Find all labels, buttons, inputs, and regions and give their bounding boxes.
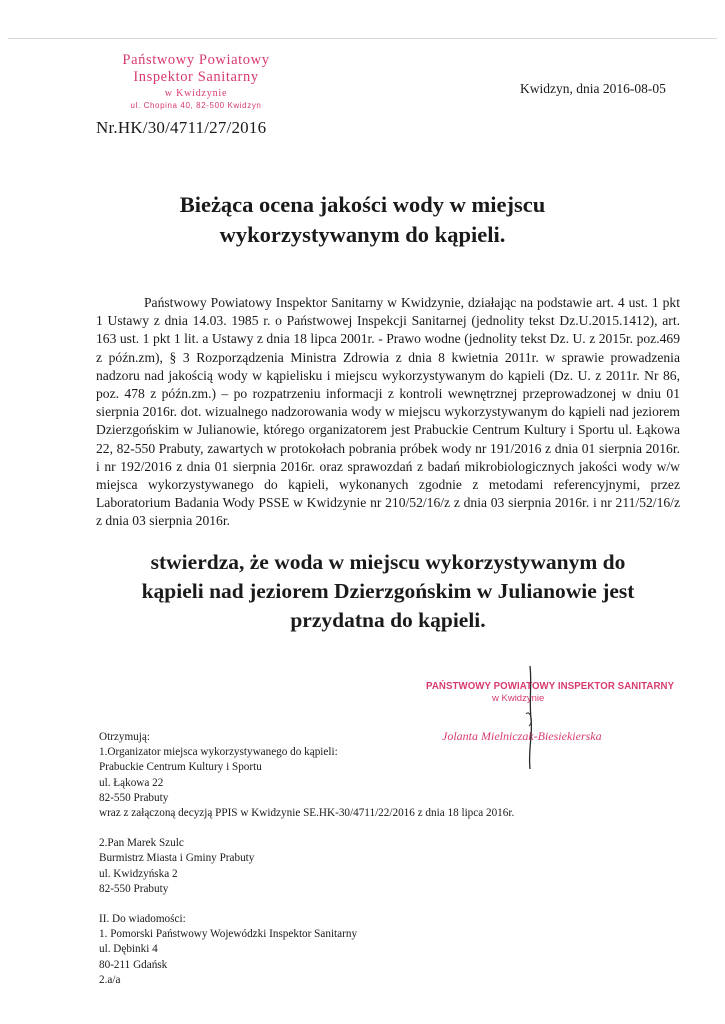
- spacer: [99, 821, 514, 836]
- recipients-heading: Otrzymują:: [99, 731, 150, 743]
- conclusion-line: stwierdza, że woda w miejscu wykorzystywanym do: [150, 550, 626, 574]
- reference-number: Nr.HK/30/4711/27/2016: [96, 118, 267, 137]
- recipient-line: 82-550 Prabuty: [99, 791, 169, 804]
- header-stamp: [96, 52, 296, 111]
- recipient-3: [99, 927, 514, 988]
- title-line: Bieżąca ocena jakości wody w miejscu: [179, 192, 546, 217]
- conclusion-line: przydatna do kąpieli.: [290, 608, 486, 632]
- header-stamp-line: w Kwidzynie: [164, 88, 228, 99]
- header-stamp-line: Inspektor Sanitarny: [133, 69, 259, 85]
- recipient-line: ul. Kwidzyńska 2: [99, 867, 178, 880]
- recipient-line: wraz z załączoną decyzją PPIS w Kwidzynie SE.HK-30/4711/22/2016 z dnia 18 lipca 2016r.: [99, 807, 515, 820]
- recipient-line: Burmistrz Miasta i Gminy Prabuty: [99, 852, 255, 865]
- recipients-list: [99, 730, 514, 988]
- title-line: wykorzystywanym do kąpieli.: [219, 222, 506, 247]
- signature-name: Jolanta Mielniczak-Biesiekierska: [442, 729, 602, 743]
- recipient-line: ul. Dębinki 4: [99, 943, 158, 956]
- spacer: [99, 897, 514, 912]
- place-date: Kwidzyn, dnia 2016-08-05: [520, 81, 666, 96]
- body-paragraph: [96, 294, 680, 531]
- conclusion-line: kąpieli nad jeziorem Dzierzgońskim w Julianowie jest: [141, 579, 635, 603]
- header-stamp-address: ul. Chopina 40, 82-500 Kwidzyn: [130, 101, 262, 110]
- recipient-1: [99, 745, 514, 821]
- recipient-line: ul. Łąkowa 22: [99, 776, 164, 789]
- conclusion: [96, 548, 680, 635]
- recipient-line: 2.a/a: [99, 973, 121, 986]
- body-text: Państwowy Powiatowy Inspektor Sanitarny w Kwidzynie, działając na podstawie art. 4 ust. 1 pkt 1 Ustawy z dnia 14.03. 1985 r. o Państwowej Inspekcji Sanitarnej (jednolity tekst Dz.U.2015.1412), art. 163 ust. 1 pkt 1 lit. a Ustawy z dnia 18 lipca 2001r. - Prawo wodne (jednolity tekst Dz. U. z 2015r. poz.469 z późn.zm), § 3 Rozporządzenia Ministra Zdrowia z dnia 8 kwietnia 2011r. w sprawie prowadzenia nadzoru nad jakością wody w kąpielisku i miejscu wykorzystywanym do kąpieli (Dz. U. z 2011r. Nr 86, poz. 478 z późn.zm.) – po rozpatrzeniu informacji z kontroli wewnętrznej przeprowadzonej w dniu 01 sierpnia 2016r. dot. wizualnego nadzorowania wody w miejscu wykorzystywanym do kąpieli nad jeziorem Dzierzgońskim w Julianowie, którego organizatorem jest Prabuckie Centrum Kultury i Sportu ul. Łąkowa 22, 82-550 Prabuty, zawartych w protokołach pobrania próbek wody nr 191/2016 z dnia 01 sierpnia 2016r. i nr 192/2016 z dnia 01 sierpnia 2016r. oraz sprawozdań z badań mikrobiologicznych jakości wody w/w miejsca wykorzystywanego do kąpieli, wykonanych zgodnie z metodami referencyjnymi, przez Laboratorium Badania Wody PSSE w Kwidzynie nr 210/52/16/z z dnia 03 sierpnia 2016r. i nr 211/52/16/z z dnia 03 sierpnia 2016r.: [96, 295, 680, 529]
- info-heading: II. Do wiadomości:: [99, 913, 186, 926]
- recipient-line: Prabuckie Centrum Kultury i Sportu: [99, 761, 262, 774]
- handwritten-signature-mark: [520, 664, 540, 774]
- signature-stamp-title: PAŃSTWOWY POWIATOWY INSPEKTOR SANITARNY: [426, 680, 675, 692]
- recipient-line: 2.Pan Marek Szulc: [99, 837, 184, 850]
- header-stamp-line: Państwowy Powiatowy: [122, 52, 270, 68]
- recipient-line: 80-211 Gdańsk: [99, 958, 168, 971]
- document-title: [100, 190, 625, 250]
- signature-stamp-place: w Kwidzynie: [492, 693, 545, 704]
- page-top-rule: [8, 38, 717, 39]
- recipient-line: 82-550 Prabuty: [99, 882, 169, 895]
- recipient-2: [99, 836, 514, 897]
- recipient-line: 1.Organizator miejsca wykorzystywanego do kąpieli:: [99, 746, 338, 759]
- recipient-line: 1. Pomorski Państwowy Wojewódzki Inspektor Sanitarny: [99, 928, 358, 941]
